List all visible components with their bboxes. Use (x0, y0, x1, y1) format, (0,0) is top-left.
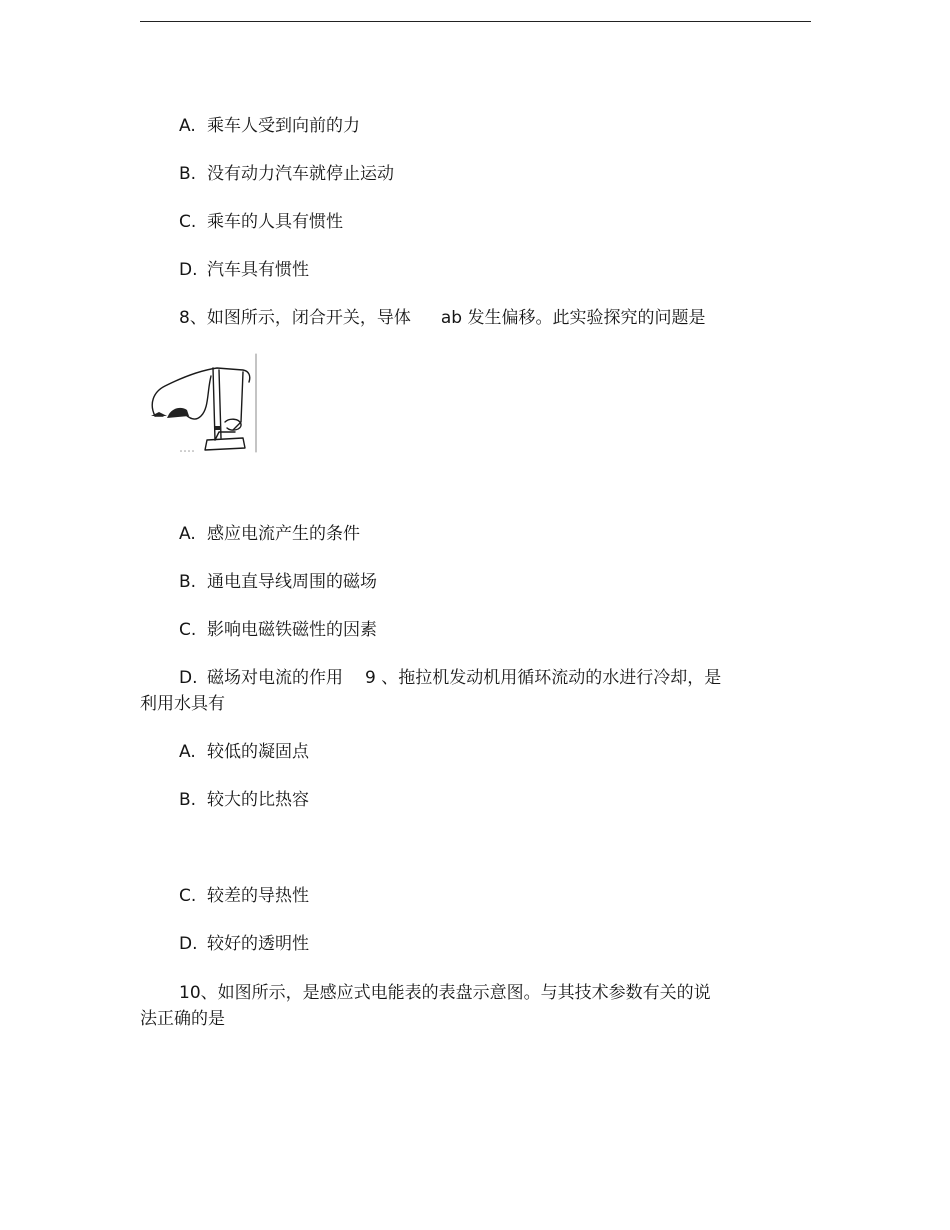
q10-stem-part2: 法正确的是 (140, 1009, 225, 1029)
q9-stem-continuation (140, 692, 225, 716)
option-text: 较低的凝固点 (207, 742, 309, 762)
q8-stem-part1: 8、如图所示，闭合开关，导体 (179, 308, 411, 328)
q10-stem (179, 981, 711, 1005)
q8-stem (179, 306, 705, 330)
option-label: A. (179, 116, 196, 136)
option-text: 通电直导线周围的磁场 (207, 572, 377, 592)
option-label: A. (179, 524, 196, 544)
q8-option-c (179, 618, 377, 642)
option-text: 较好的透明性 (207, 934, 309, 954)
q9-option-d (179, 932, 309, 956)
q8-option-a (179, 522, 360, 546)
option-label: B. (179, 164, 197, 184)
q8-option-b (179, 570, 377, 594)
option-text: 较大的比热容 (207, 790, 309, 810)
option-label: B. (179, 790, 197, 810)
option-text: 磁场对电流的作用 (207, 668, 343, 688)
q10-stem-continuation (140, 1007, 225, 1031)
q8-option-d-q9-stem (179, 666, 721, 690)
q8-stem-part2: ab 发生偏移。此实验探究的问题是 (440, 308, 706, 328)
q10-stem-part1: 10、如图所示，是感应式电能表的表盘示意图。与其技术参数有关的说 (179, 983, 711, 1003)
q9-option-a (179, 740, 309, 764)
q7-option-d (179, 258, 309, 282)
q9-stem-part1: 9 、拖拉机发动机用循环流动的水进行冷却，是 (365, 668, 722, 688)
q7-option-a (179, 114, 360, 138)
q9-option-c (179, 884, 309, 908)
option-label: C. (179, 620, 197, 640)
option-label: C. (179, 212, 197, 232)
option-label: D. (179, 668, 198, 688)
option-text: 感应电流产生的条件 (207, 524, 360, 544)
option-label: A. (179, 742, 196, 762)
q9-option-b (179, 788, 309, 812)
option-text: 乘车的人具有惯性 (207, 212, 343, 232)
option-text: 汽车具有惯性 (207, 260, 309, 280)
q9-stem-part2: 利用水具有 (140, 694, 225, 714)
option-text: 影响电磁铁磁性的因素 (207, 620, 377, 640)
q7-option-b (179, 162, 394, 186)
option-label: B. (179, 572, 197, 592)
option-text: 没有动力汽车就停止运动 (207, 164, 394, 184)
option-label: D. (179, 260, 198, 280)
header-rule (140, 21, 811, 22)
option-text: 较差的导热性 (207, 886, 309, 906)
q7-option-c (179, 210, 343, 234)
option-label: C. (179, 886, 197, 906)
option-text: 乘车人受到向前的力 (207, 116, 360, 136)
option-label: D. (179, 934, 198, 954)
experiment-figure (145, 352, 260, 454)
